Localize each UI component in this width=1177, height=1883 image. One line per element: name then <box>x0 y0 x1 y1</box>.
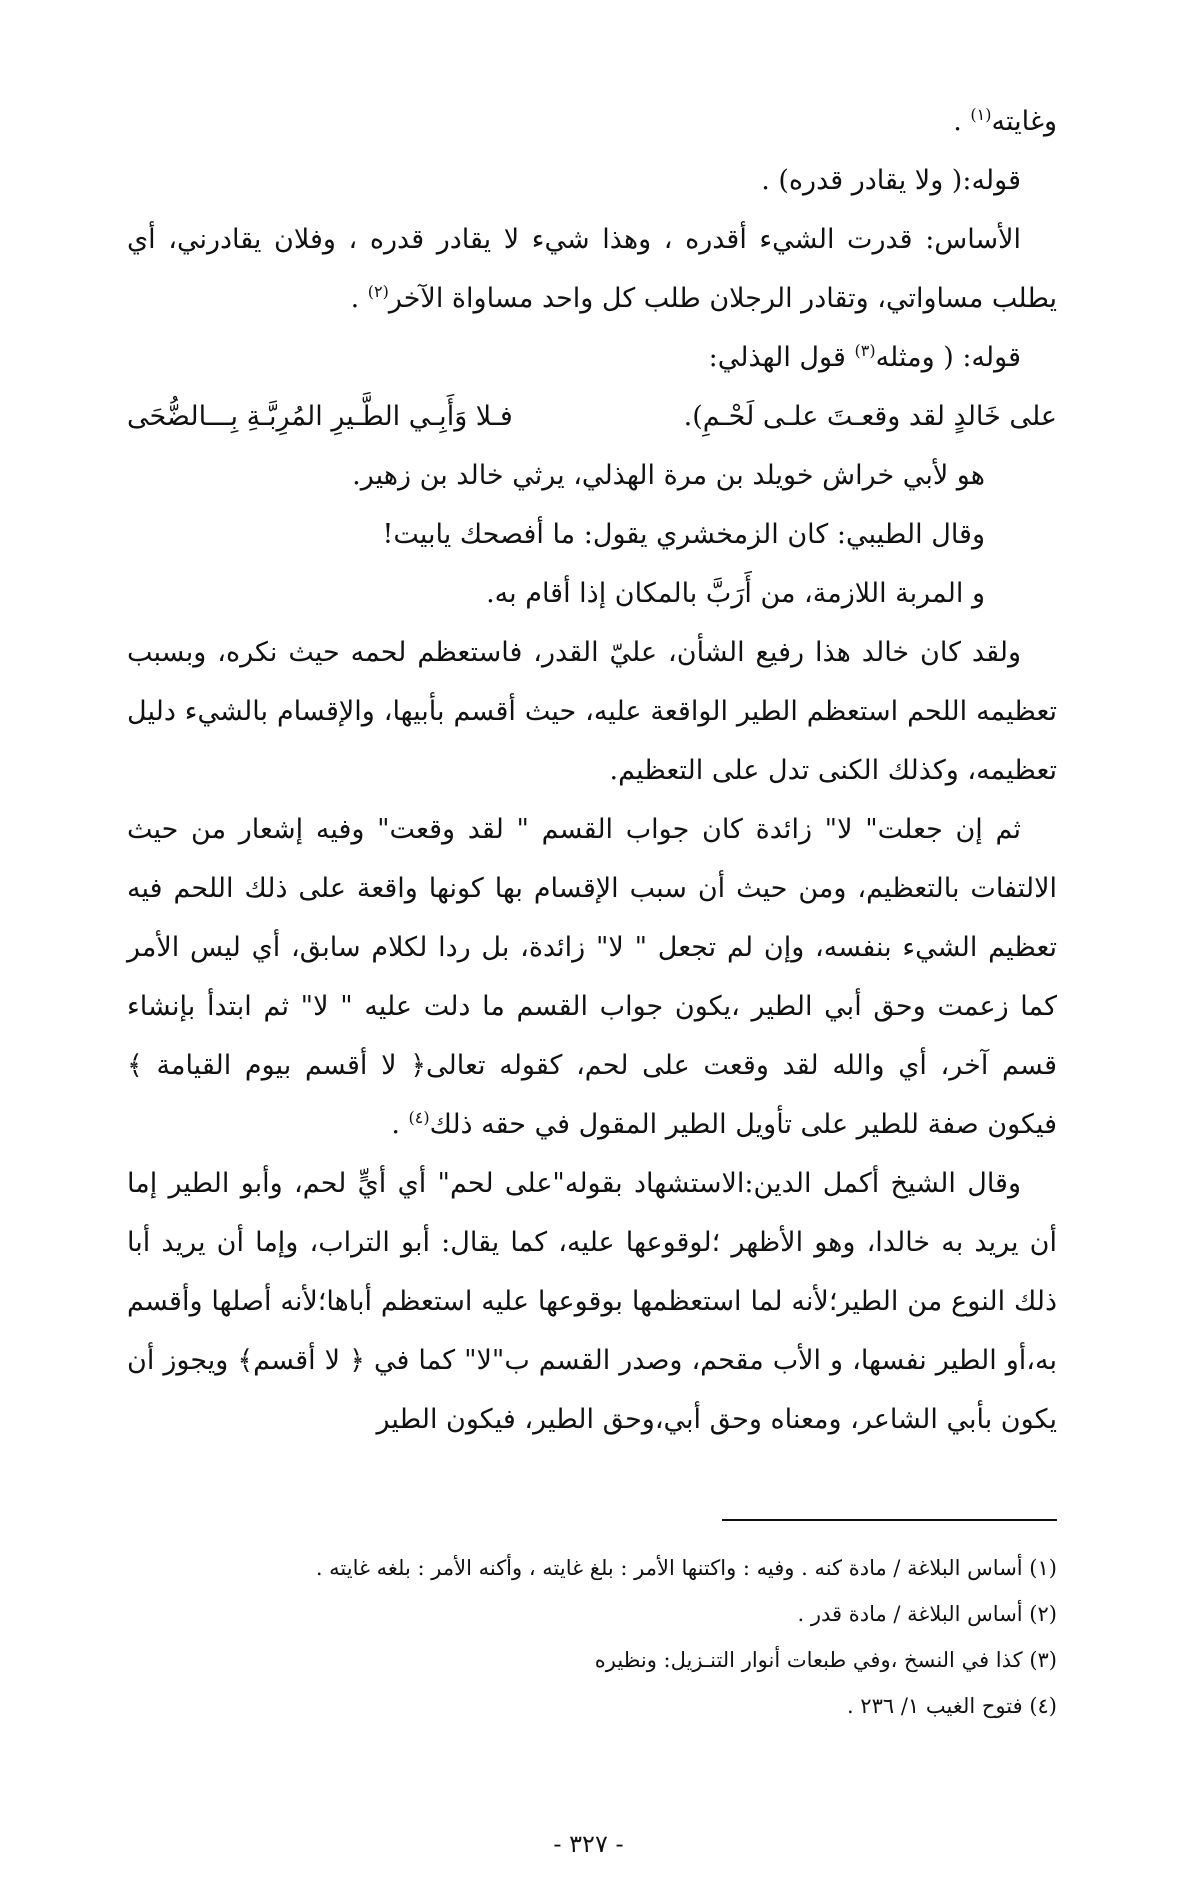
paragraph: ولقد كان خالد هذا رفيع الشأن، عليّ القدر، فاستعظم لحمه حيث نكره، وبسبب تعظيمه اللحم استعظم الطير الواقعة عليه، حيث أقسم بأبيها، والإقسام بالشيء دليل تعظيمه، وكذلك الكنى تدل على التعظيم. <box>127 637 1057 786</box>
paragraph: وغايته$^{(١)}$ . <box>953 105 1057 137</box>
paragraph: هو لأبي خراش خويلد بن مرة الهذلي، يرثي خالد بن زهير. <box>352 460 985 491</box>
page-number: - ٣٢٧ - <box>553 1830 624 1858</box>
verse-first-hemistich: على خَالدٍ لقد وقعـتَ علـى لَحْـمِ). <box>683 401 1057 432</box>
paragraph: قوله: ( ومثله$^{(٣)}$ قول الهذلي: <box>708 341 1021 373</box>
paragraph: وقال الشيخ أكمل الدين:الاستشهاد بقوله"على لحم" أي أيٍّ لحم، وأبو الطير إما أن يريد به خالدا، وهو الأظهر ؛لوقوعها عليه، كما يقال: أبو التراب، وإما أن يريد أبا ذلك النوع من الطير؛لأنه لما استعظمها بوقوعها عليه استعظم أباها؛لأنه أصلها وأقسم به،أو الطير نفسها، و الأب مقحم، وصدر القسم ب"لا" كما في ﴿ لا أقسم﴾ ويجوز أن يكون بأبي الشاعر، ومعناه وحق أبي،وحق الطير، فيكون الطير <box>127 1168 1057 1435</box>
paragraph: الأساس: قدرت الشيء أقدره ، وهذا شيء لا يقادر قدره ، وفلان يقادرني، أي يطلب مساواتي، وتقادر الرجلان طلب كل واحد مساواة الآخر$^{(٢)}$ . <box>127 224 1057 314</box>
footnote-ref: (٤) <box>408 1108 430 1127</box>
footnote-ref: (١) <box>970 105 992 124</box>
paragraph: قوله:( ولا يقادر قدره) . <box>761 165 1021 196</box>
footnote: (١) أساس البلاغة / مادة كنه . وفيه : واكتنها الأمر : بلغ غايته ، وأكنه الأمر : بلغه غايته . <box>315 1556 1057 1580</box>
paragraph: ثم إن جعلت" لا" زائدة كان جواب القسم " لقد وقعت" وفيه إشعار من حيث الالتفات بالتعظيم، ومن حيث أن سبب الإقسام بها كونها واقعة على ذلك اللحم فيه تعظيم الشيء بنفسه، وإن لم تجعل " لا" زائدة، بل ردا لكلام سابق، أي ليس الأمر كما زعمت وحق أبي الطير ،يكون جواب القسم ما دلت عليه " لا" ثم ابتدأ بإنشاء قسم آخر، أي والله لقد وقعت على لحم، كقوله تعالى﴿ لا أقسم بيوم القيامة ﴾ فيكون صفة للطير على تأويل الطير المقول في حقه ذلك$^{(٤)}$ . <box>127 814 1057 1140</box>
footnote-divider <box>722 1519 1057 1521</box>
poetry-verse <box>127 387 1057 446</box>
footnote: (٣) كذا في النسخ ،وفي طبعات أنوار التنـزيل: ونظيره <box>594 1648 1057 1672</box>
paragraph: وقال الطيبي: كان الزمخشري يقول: ما أفصحك يابيت! <box>382 519 985 550</box>
footnote-ref: (٣) <box>854 341 876 360</box>
footnote: (٤) فتوح الغيب ١/ ٢٣٦ . <box>846 1694 1057 1718</box>
paragraph: و المربة اللازمة، من أَرَبَّ بالمكان إذا أقام به. <box>486 578 985 609</box>
verse-second-hemistich: فـلا وَأَبِـي الطَّـيرِ المُرِبَّـةِ بِـــالضُّحَى <box>127 401 513 432</box>
footnotes <box>127 1545 1057 1729</box>
main-text <box>127 92 1057 1449</box>
footnote-ref: (٢) <box>367 282 389 301</box>
footnote: (٢) أساس البلاغة / مادة قدر . <box>797 1602 1057 1626</box>
